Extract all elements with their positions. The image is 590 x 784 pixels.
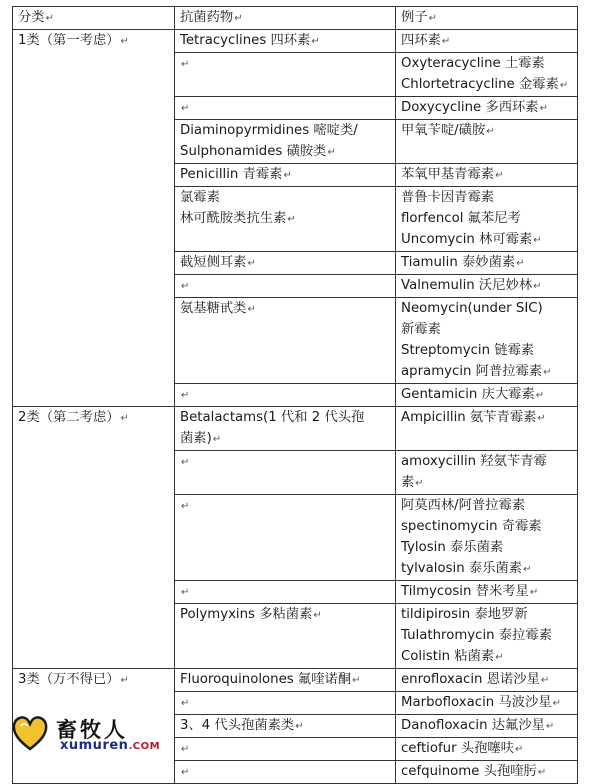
header-example: 例子↵ [396,7,578,30]
category-cell: 1类（第一考虑）↵ [13,30,175,407]
heart-logo-icon [12,714,48,752]
antibiotic-classification-table [12,6,578,784]
header-drug: 抗菌药物↵ [175,7,396,30]
drug-class-cell: ↵ [175,738,396,761]
example-drug-cell: 甲氧苄啶/磺胺↵ [396,120,578,164]
xumuren-logo [10,712,180,756]
example-drug-cell: Danofloxacin 达氟沙星↵ [396,715,578,738]
drug-class-cell: ↵ [175,97,396,120]
drug-class-cell: Fluoroquinolones 氟喹诺酮↵ [175,669,396,692]
example-drug-cell: Neomycin(under SIC) 新霉素 Streptomycin 链霉素 apramycin 阿普拉霉素↵ [396,298,578,384]
example-drug-cell: cefquinome 头孢喹肟↵ [396,761,578,784]
example-drug-cell: 四环素↵ [396,30,578,53]
table-header-row [13,7,578,30]
drug-class-cell: ↵ [175,761,396,784]
header-category: 分类↵ [13,7,175,30]
table-row [13,669,578,692]
example-drug-cell: Ampicillin 氨苄青霉素↵ [396,407,578,451]
logo-chinese-name: 畜牧人 [56,717,128,742]
drug-class-cell: ↵ [175,451,396,495]
drug-class-cell: ↵ [175,692,396,715]
table-row [13,30,578,53]
table-body [13,30,578,784]
table-row [13,407,578,451]
drug-class-cell: ↵ [175,275,396,298]
drug-class-cell: 氨基糖甙类↵ [175,298,396,384]
drug-class-cell: ↵ [175,581,396,604]
example-drug-cell: ceftiofur 头孢噻呋↵ [396,738,578,761]
drug-class-cell: ↵ [175,53,396,97]
drug-class-cell: ↵ [175,384,396,407]
logo-domain: xumuren.COM [60,738,161,753]
drug-class-cell: Polymyxins 多粘菌素↵ [175,604,396,669]
example-drug-cell: Doxycycline 多西环素↵ [396,97,578,120]
example-drug-cell: Valnemulin 沃尼妙林↵ [396,275,578,298]
example-drug-cell: enrofloxacin 恩诺沙星↵ [396,669,578,692]
example-drug-cell: 阿莫西林/阿普拉霉素 spectinomycin 奇霉素 Tylosin 泰乐菌素 tylvalosin 泰乐菌素↵ [396,495,578,581]
drug-class-cell: 3、4 代头孢菌素类↵ [175,715,396,738]
example-drug-cell: Marbofloxacin 马波沙星↵ [396,692,578,715]
logo-tld: .COM [128,741,161,752]
drug-class-cell: ↵ [175,495,396,581]
drug-class-cell: Diaminopyrmidines 嘧啶类/ Sulphonamides 磺胺类↵ [175,120,396,164]
drug-class-cell: Betalactams(1 代和 2 代头孢 菌素)↵ [175,407,396,451]
category-cell: 3类（万不得已）↵ [13,669,175,784]
example-drug-cell: 苯氧甲基青霉素↵ [396,164,578,187]
example-drug-cell: Tiamulin 泰妙菌素↵ [396,252,578,275]
drug-class-cell: Tetracyclines 四环素↵ [175,30,396,53]
drug-class-cell: Penicillin 青霉素↵ [175,164,396,187]
example-drug-cell: Oxyteracycline 土霉素 Chlortetracycline 金霉素↵ [396,53,578,97]
example-drug-cell: tildipirosin 泰地罗新 Tulathromycin 泰拉霉素 Colistin 粘菌素↵ [396,604,578,669]
drug-class-cell: 氯霉素 林可酰胺类抗生素↵ [175,187,396,252]
example-drug-cell: 普鲁卡因青霉素 florfencol 氟苯尼考 Uncomycin 林可霉素↵ [396,187,578,252]
drug-class-cell: 截短侧耳素↵ [175,252,396,275]
category-cell: 2类（第二考虑）↵ [13,407,175,669]
example-drug-cell: Gentamicin 庆大霉素↵ [396,384,578,407]
example-drug-cell: amoxycillin 羟氨苄青霉 素↵ [396,451,578,495]
example-drug-cell: Tilmycosin 替米考星↵ [396,581,578,604]
